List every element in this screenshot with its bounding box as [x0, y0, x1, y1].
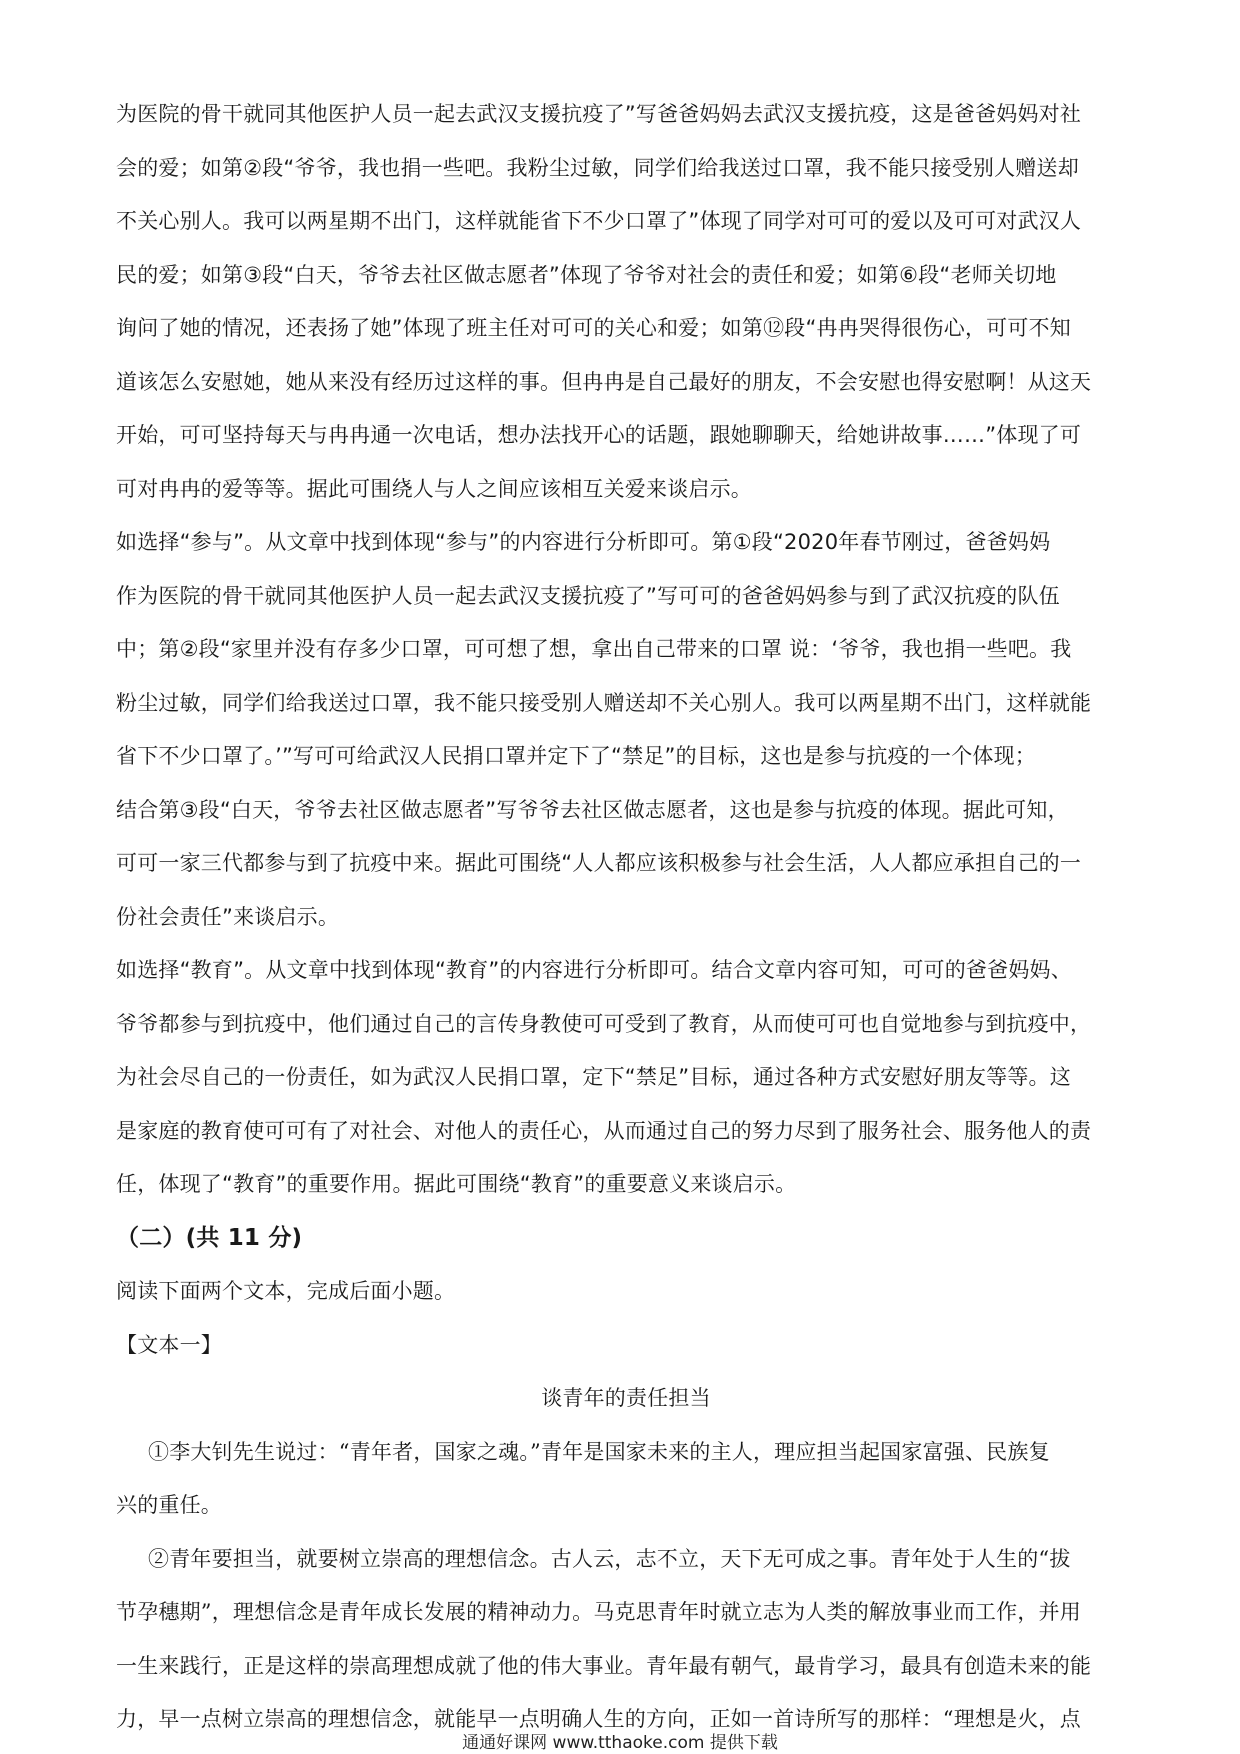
document-body	[116, 88, 1136, 1747]
text-label: 【文本一】	[116, 1332, 222, 1357]
instruction-text: 阅读下面两个文本，完成后面小题。	[116, 1279, 456, 1303]
section-heading: （二）(共 11 分)	[116, 1224, 303, 1251]
body-line: 询问了她的情况，还表扬了她”体现了班主任对可可的关心和爱；如第⑫段“冉冉哭得很伤心，可可不知	[116, 316, 1071, 340]
body-line: 结合第③段“白天，爷爷去社区做志愿者”写爷爷去社区做志愿者，这也是参与抗疫的体现。据此可知，	[116, 797, 1069, 822]
body-line: 粉尘过敏，同学们给我送过口罩，我不能只接受别人赠送却不关心别人。我可以两星期不出门，这样就能	[116, 690, 1092, 715]
body-line: 任，体现了“教育”的重要作用。据此可围绕“教育”的重要意义来谈启示。	[116, 1172, 797, 1196]
body-line: 爷爷都参与到抗疫中，他们通过自己的言传身教使可可受到了教育，从而使可可也自觉地参与到抗疫中，	[116, 1011, 1092, 1036]
body-line: 民的爱；如第③段“白天，爷爷去社区做志愿者”体现了爷爷对社会的责任和爱；如第⑥段“老师关切地	[116, 262, 1057, 287]
body-line: 省下不少口罩了。’”写可可给武汉人民捐口罩并定下了“禁足”的目标，这也是参与抗疫的一个体现；	[116, 744, 1037, 768]
article-line: 节孕穗期”，理想信念是青年成长发展的精神动力。马克思青年时就立志为人类的解放事业而工作，并用	[116, 1600, 1081, 1624]
body-line: 不关心别人。我可以两星期不出门，这样就能省下不少口罩了”体现了同学对可可的爱以及可可对武汉人	[116, 209, 1082, 233]
body-line: 如选择“教育”。从文章中找到体现“教育”的内容进行分析即可。结合文章内容可知，可可的爸爸妈妈、	[116, 958, 1072, 982]
article-line: ①李大钊先生说过：“青年者，国家之魂。”青年是国家未来的主人，理应担当起国家富强、民族复	[148, 1439, 1050, 1464]
body-line: 中；第②段“家里并没有存多少口罩，可可想了想，拿出自己带来的口罩 说：‘爷爷，我也捐一些吧。我	[116, 637, 1072, 661]
article-line: 兴的重任。	[116, 1493, 222, 1517]
article-line: ②青年要担当，就要树立崇高的理想信念。古人云，志不立，天下无可成之事。青年处于人生的“拔	[148, 1546, 1071, 1571]
article-line: 一生来践行，正是这样的崇高理想成就了他的伟大事业。青年最有朝气，最肯学习，最具有创造未来的能	[116, 1653, 1092, 1678]
body-line: 份社会责任”来谈启示。	[116, 904, 340, 929]
body-line: 会的爱；如第②段“爷爷，我也捐一些吧。我粉尘过敏，同学们给我送过口罩，我不能只接受别人赠送却	[116, 155, 1079, 180]
article-title: 谈青年的责任担当	[541, 1386, 711, 1410]
body-line: 作为医院的骨干就同其他医护人员一起去武汉支援抗疫了”写可可的爸爸妈妈参与到了武汉抗疫的队伍	[116, 583, 1060, 608]
article-line: 力，早一点树立崇高的理想信念，就能早一点明确人生的方向，正如一首诗所写的那样：“理想是火，点	[116, 1707, 1081, 1731]
body-line: 为医院的骨干就同其他医护人员一起去武汉支援抗疫了”写爸爸妈妈去武汉支援抗疫，这是爸爸妈妈对社	[116, 102, 1082, 126]
body-line: 可对冉冉的爱等等。据此可围绕人与人之间应该相互关爱来谈启示。	[116, 476, 752, 501]
body-line: 可可一家三代都参与到了抗疫中来。据此可围绕“人人都应该积极参与社会生活，人人都应承担自己的一	[116, 851, 1082, 875]
body-line: 道该怎么安慰她，她从来没有经历过这样的事。但冉冉是自己最好的朋友，不会安慰也得安慰啊！从这天	[116, 369, 1092, 394]
body-line: 为社会尽自己的一份责任，如为武汉人民捐口罩，定下“禁足”目标，通过各种方式安慰好朋友等等。这	[116, 1065, 1071, 1089]
page-footer: 通通好课网 www.tthaoke.com 提供下载	[462, 1733, 778, 1753]
body-line: 开始，可可坚持每天与冉冉通一次电话，想办法找开心的话题，跟她聊聊天，给她讲故事……”体现了可	[116, 423, 1082, 447]
body-line: 是家庭的教育使可可有了对社会、对他人的责任心，从而通过自己的努力尽到了服务社会、服务他人的责	[116, 1118, 1092, 1143]
body-line: 如选择“参与”。从文章中找到体现“参与”的内容进行分析即可。第①段“2020年春节刚过，爸爸妈妈	[116, 530, 1051, 554]
